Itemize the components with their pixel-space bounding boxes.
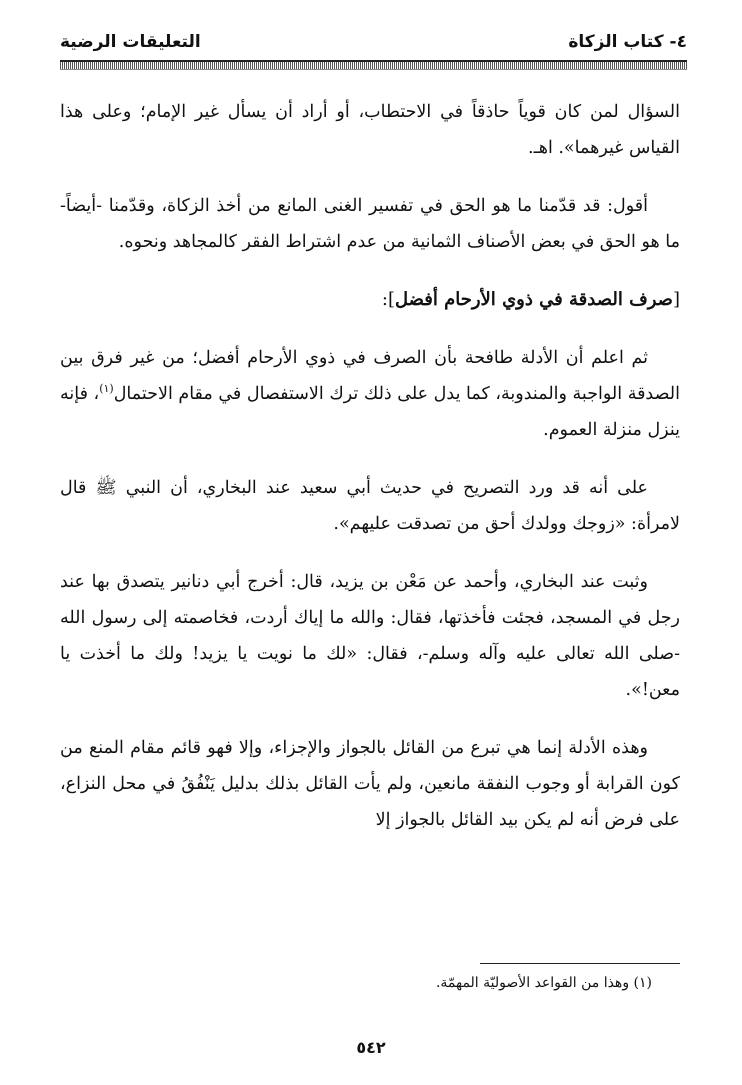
paragraph-evidence-end: ، فإنه ينزل منزلة العموم. [60,384,680,440]
paragraph-continuation: السؤال لمن كان قوياً حاذقاً في الاحتطاب، أو أراد أن يسأل غير الإمام؛ وعلى هذا القياس غيرهما». اهـ. [60,102,680,158]
paragraph-hadith-abu-said: على أنه قد ورد التصريح في حديث أبي سعيد عند البخاري، أن النبي ﷺ قال لامرأة: «زوجك وولدك أحق من تصدقت عليهم». [60,478,680,534]
running-header [60,28,687,58]
footnote: (١) وهذا من القواعد الأصوليّة المهمّة. [435,975,652,991]
heading-close-bracket: ]: [381,289,395,310]
heading-open-bracket: [ [672,289,680,310]
paragraph-hadith-maan: وثبت عند البخاري، وأحمد عن مَعْن بن يزيد، قال: أخرج أبي دنانير يتصدق بها عند رجل في المسجد، فجئت فأخذتها، فقال: والله ما إياك أردت، فخاصمته إلى رسول الله -صلى الله تعالى عليه وآله وسلم-، فقال: «لك ما نويت يا يزيد! ولك ما أخذت يا معن!». [60,572,680,700]
footnote-divider [480,963,680,964]
paragraph-aqul: أقول: قد قدّمنا ما هو الحق في تفسير الغنى المانع من أخذ الزكاة، وقدّمنا -أيضاً- ما هو الحق في بعض الأصناف الثمانية من عدم اشتراط الفقر كالمجاهد ونحوه. [60,196,680,252]
paragraph-conclusion: وهذه الأدلة إنما هي تبرع من القائل بالجواز والإجزاء، وإلا فهو قائم مقام المنع من كون القرابة أو وجوب النفقة مانعين، ولم يأت القائل بذلك بدليل يَنْفُقُ في محل النزاع، على فرض أنه لم يكن بيد القائل بالجواز إلا [60,738,680,830]
section-heading [60,282,680,318]
footnote-ref[interactable]: (١) [99,382,114,396]
book-title: التعليقات الرضية [60,32,201,52]
page-number: ٥٤٢ [356,1038,386,1057]
header-divider [60,60,687,70]
paragraph-evidence-main: ثم اعلم أن الأدلة طافحة بأن الصرف في ذوي الأرحام أفضل؛ من غير فرق بين الصدقة الواجبة والمندوبة، كما يدل على ذلك ترك الاستفصال في مقام الاحتمال [60,348,680,404]
chapter-title: ٤- كتاب الزكاة [568,32,687,52]
heading-text: صرف الصدقة في ذوي الأرحام أفضل [394,289,673,310]
paragraph-evidence [60,340,680,448]
main-text [60,94,680,860]
